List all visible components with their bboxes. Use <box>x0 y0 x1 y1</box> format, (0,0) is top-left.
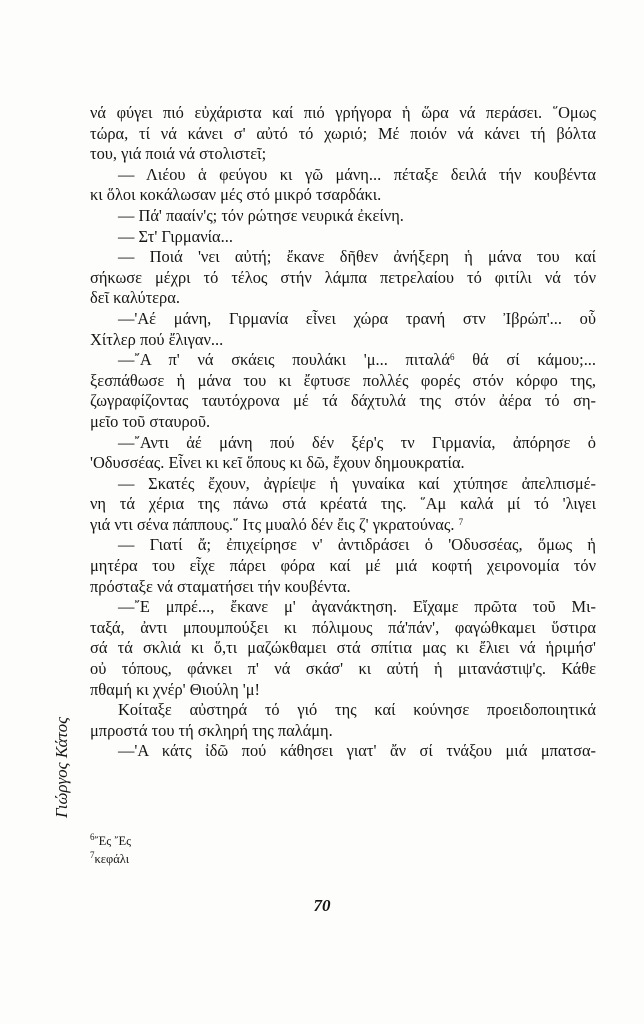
footnote-number: 7 <box>90 850 95 860</box>
footnotes <box>90 832 131 868</box>
footnote-text: κεφάλι <box>94 852 130 866</box>
footnote <box>90 832 131 850</box>
text-line: τώρα, τί νά κάνει σ' αὐτό τό χωριό; Μέ ποιόν νά κάνει τή βόλτα <box>90 123 596 143</box>
text-line: ταξά, ἀντι μπουμπούξει κι πόλιμους πά'πάν', φαγώθκαμει ὕστιρα <box>90 617 596 637</box>
footnote-number: 6 <box>90 832 95 842</box>
text-fragment: γιά ντι σένα πάππους.῞ Ιτς μυαλό δέν ἔις ζ' γκρατούνας. <box>90 514 455 534</box>
footnote-text: ῎Ες ῎Ες <box>94 834 132 848</box>
text-line-with-note <box>90 515 596 536</box>
text-line: του, γιά ποιά νά στολιστεῖ; <box>90 144 267 164</box>
text-line: μητέρα του εἶχε πάρει φόρα καί μέ μιά κοφτή χειρονομία τόν <box>90 556 596 576</box>
text-line: πθαμή κι χνέρ' Θιούλη 'μ! <box>90 679 260 699</box>
body-text <box>90 103 596 762</box>
text-line: δεῖ καλύτερα. <box>90 288 180 308</box>
text-line: — Λιέου ἁ φεύγου κι γῶ μάνη... πέταξε δειλά τήν κουβέντα <box>118 164 596 184</box>
text-line: — Σκατές ἔχουν, ἀγρίεψε ἡ γυναίκα καί χτύπησε ἀπελπισμέ- <box>118 473 596 493</box>
text-line: —῎Ε μπρέ..., ἔκανε μ' ἀγανάκτηση. Εἴχαμε πρῶτα τοῦ Μι- <box>118 597 596 617</box>
text-line: νη τά χέρια της πάνω στά κρέατά της. ῞Αμ καλά μί τό 'λιγει <box>90 494 596 514</box>
text-line: σά τά σκλιά κι ὅ,τι μαζώκθαμει στά σπίτια μας κι ἔλιει νά ἡριμήσ' <box>90 638 596 658</box>
text-line: — Γιατί ἄ; ἐπιχείρησε ν' ἀντιδράσει ὁ 'Οδυσσέας, ὅμως ἡ <box>118 535 596 555</box>
page-number: 70 <box>313 896 331 915</box>
text-line: Κοίταξε αὐστηρά τό γιό της καί κούνησε προειδοποιητικά <box>118 700 596 720</box>
text-line: —'Α κάτς ἰδῶ πού κάθησει γιατ' ἄν σί τνάξου μιά μπατσα- <box>118 741 596 761</box>
text-line: ξεσπάθωσε ἡ μάνα του κι ἔφτυσε πολλές φορές στόν κόρφο της, <box>90 370 596 390</box>
text-line: νά φύγει πιό εὐχάριστα καί πιό γρήγορα ἡ ὥρα νά περάσει. ῞Ομως <box>90 103 596 122</box>
text-fragment: θά σί κάμου;... <box>472 350 596 370</box>
text-line: —῎Αντι ἀέ μάνη πού δέν ξέρ'ς τν Γιρμανία, ἀπόρησε ὁ <box>118 432 596 452</box>
text-line: κι ὅλοι κοκάλωσαν μές στό μικρό τσαρδάκι. <box>90 185 382 205</box>
text-line-with-note <box>90 350 596 371</box>
text-line: μπροστά του τή σκληρή της παλάμη. <box>90 720 333 740</box>
text-line: —'Αέ μάνη, Γιρμανία εἶνει χώρα τρανή στν Ἰβρώπ'... οὗ <box>118 308 596 328</box>
text-line: — Ποιά 'νει αὐτή; ἔκανε δῆθεν ἀνήξερη ἡ μάνα του καί <box>118 247 596 267</box>
running-author-name: Γιώργος Κάτος <box>52 716 71 818</box>
text-line: Χίτλερ πού ἔλιγαν... <box>90 329 224 349</box>
text-line: πρόσταξε νά σταματήσει τήν κουβέντα. <box>90 576 351 596</box>
text-line: σήκωσε μέχρι τό τέλος στήν λάμπα πετρελαίου τό φιτίλι νά τόν <box>90 267 596 287</box>
text-line: μεῖο τοῦ σταυροῦ. <box>90 411 211 431</box>
text-line: ζωγραφίζοντας ταυτόχρονα μέ τά δάχτυλά της στόν ἀέρα τό ση- <box>90 391 596 411</box>
text-line: οὐ τόπους, φάνκει π' νά σκάσ' κι αὐτή ἡ μιτανάστιψ'ς. Κάθε <box>90 659 596 679</box>
footnote <box>90 850 131 868</box>
text-line: — Στ' Γιρμανία... <box>118 226 233 246</box>
text-line: 'Οδυσσέας. Εἶνει κι κεῖ ὅπους κι δῶ, ἔχουν δημουκρατία. <box>90 453 465 473</box>
footnote-mark: 6 <box>449 352 455 363</box>
footnote-mark: 7 <box>458 516 464 527</box>
text-line: — Πά' πααίν'ς; τόν ρώτησε νευρικά ἐκείνη. <box>118 205 404 225</box>
text-fragment: —῎Α π' νά σκάεις πουλάκι 'μ... πιταλά <box>118 350 450 370</box>
